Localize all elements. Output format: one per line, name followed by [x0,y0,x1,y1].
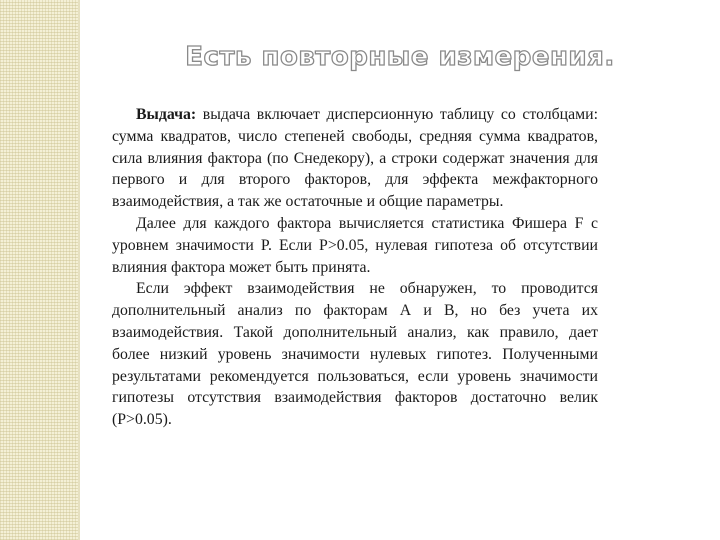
paragraph-fisher-statistic: Далее для каждого фактора вычисляется статистика Фишера F с уровнем значимости P. Если P>0.05, нулевая гипотеза об отсутствии влияния фактора может быть принята. [112,214,598,276]
paragraph-interaction-analysis: Если эффект взаимодействия не обнаружен, то проводится дополнительный анализ по факторам А и В, но без учета их взаимодействия. Такой дополнительный анализ, как правило, дает более низкий уровень значимости нулевых гипотез. Полученными результатами рекомендуется пользоваться, если уровень значимости гипотезы отсутствия взаимодействия факторов достаточно велик (P>0.05). [112,280,598,429]
slide-title: Есть повторные измерения. [185,42,615,72]
slide-body [112,104,598,431]
decorative-side-strip [0,0,80,540]
paragraph-output [112,104,598,213]
output-lead-term: Выдача: [136,106,197,123]
paragraph-output-text: выдача включает дисперсионную таблицу со столбцами: сумма квадратов, число степеней свободы, средняя сумма квадратов, сила влияния фактора (по Снедекору), а строки содержат значения для первого и для второго факторов, для эффекта межфакторного взаимодействия, а так же остаточные и общие параметры. [112,106,598,211]
